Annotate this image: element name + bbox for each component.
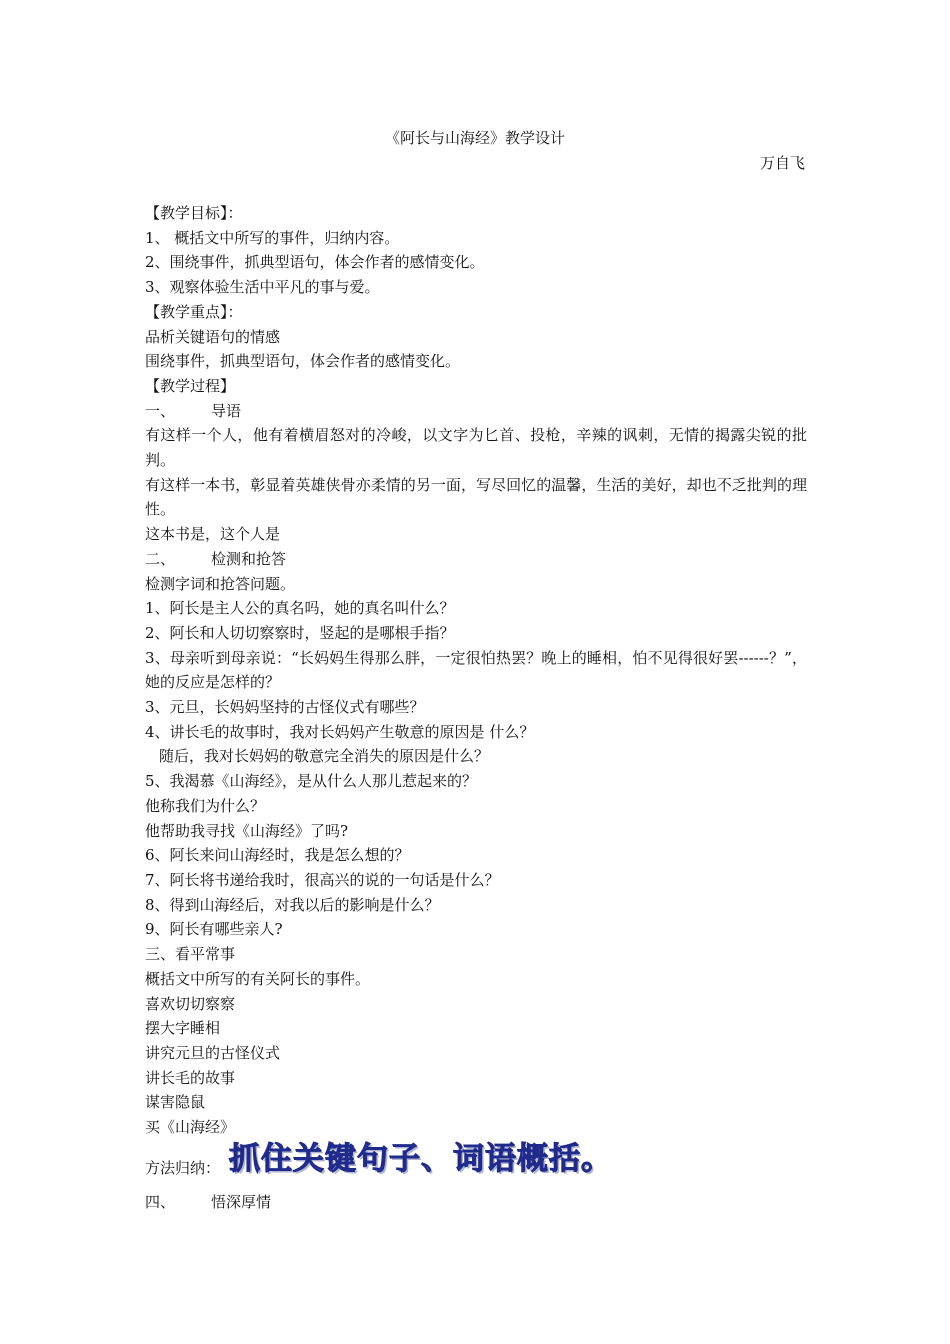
intro-paragraph: 这本书是，这个人是 xyxy=(145,525,281,544)
section-title: 检测和抢答 xyxy=(211,549,287,568)
section-number: 二、 xyxy=(145,549,176,568)
goal-item: 2、围绕事件，抓典型语句，体会作者的感情变化。 xyxy=(145,253,485,272)
question-item: 2、阿长和人切切察察时，竖起的是哪根手指？ xyxy=(145,623,455,642)
keypoints-heading: 【教学重点】： xyxy=(145,302,243,321)
section-number: 四、 xyxy=(145,1192,176,1211)
keypoint-item: 围绕事件，抓典型语句，体会作者的感情变化。 xyxy=(145,352,461,371)
section-heading-3: 三、看平常事 xyxy=(145,945,236,964)
question-item: 3、元旦，长妈妈坚持的古怪仪式有哪些？ xyxy=(145,698,425,717)
section-number: 一、 xyxy=(145,401,176,420)
section-heading-2 xyxy=(145,547,807,572)
question-item: 1、阿长是主人公的真名吗，她的真名叫什么？ xyxy=(145,599,455,618)
event-item: 讲长毛的故事 xyxy=(145,1068,236,1087)
event-item: 喜欢切切察察 xyxy=(145,994,236,1013)
question-item: 5、我渴慕《山海经》，是从什么人那儿惹起来的？ xyxy=(145,772,478,791)
event-item: 摆大字睡相 xyxy=(145,1019,221,1038)
question-item: 随后，我对长妈妈的敬意完全消失的原因是什么？ xyxy=(159,747,490,766)
question-item: 他称我们为什么？ xyxy=(145,796,266,815)
event-item: 谋害隐鼠 xyxy=(145,1093,206,1112)
section-intro: 概括文中所写的有关阿长的事件。 xyxy=(145,969,371,988)
intro-paragraph: 有这样一个人，他有着横眉怒对的冷峻，以文字为匕首、投枪，辛辣的讽刺，无情的揭露尖锐的批判。 xyxy=(145,426,807,470)
section-intro: 检测字词和抢答问题。 xyxy=(145,574,296,593)
question-item: 3、母亲听到母亲说：“长妈妈生得那么胖，一定很怕热罢？晚上的睡相，怕不见得很好罢------？”，她的反应是怎样的？ xyxy=(145,648,807,692)
goals-heading: 【教学目标】： xyxy=(145,204,243,222)
event-item: 买《山海经》 xyxy=(145,1118,236,1137)
question-item: 7、阿长将书递给我时，很高兴的说的一句话是什么？ xyxy=(145,870,500,889)
goal-item: 3、观察体验生活中平凡的事与爱。 xyxy=(145,278,380,297)
intro-paragraph: 有这样一本书，彰显着英雄侠骨亦柔情的另一面，写尽回忆的温馨，生活的美好，却也不乏批判的理性。 xyxy=(145,475,807,519)
keypoint-item: 品析关键语句的情感 xyxy=(145,327,281,346)
section-heading-1 xyxy=(145,399,807,424)
question-item: 他帮助我寻找《山海经》了吗? xyxy=(145,821,349,840)
document-author: 万自飞 xyxy=(759,154,805,172)
event-item: 讲究元旦的古怪仪式 xyxy=(145,1043,281,1062)
section-title: 导语 xyxy=(211,401,242,420)
process-heading: 【教学过程】 xyxy=(145,376,236,395)
question-item: 8、得到山海经后，对我以后的影响是什么？ xyxy=(145,895,440,914)
section-title: 悟深厚情 xyxy=(211,1192,272,1211)
question-item: 9、阿长有哪些亲人? xyxy=(145,920,283,939)
method-highlight-text: 抓住关键句子、词语概括。 xyxy=(229,1140,613,1177)
section-heading-4 xyxy=(145,1190,807,1215)
goal-item: 1、 概括文中所写的事件，归纳内容。 xyxy=(145,228,400,247)
document-body xyxy=(145,201,807,1214)
method-label: 方法归纳： xyxy=(145,1158,221,1177)
question-item: 6、阿长来问山海经时，我是怎么想的？ xyxy=(145,846,410,865)
question-item: 4、讲长毛的故事时，我对长妈妈产生敬意的原因是 什么？ xyxy=(145,722,535,741)
method-summary xyxy=(145,1140,807,1184)
document-title: 《阿长与山海经》教学设计 xyxy=(384,129,565,147)
